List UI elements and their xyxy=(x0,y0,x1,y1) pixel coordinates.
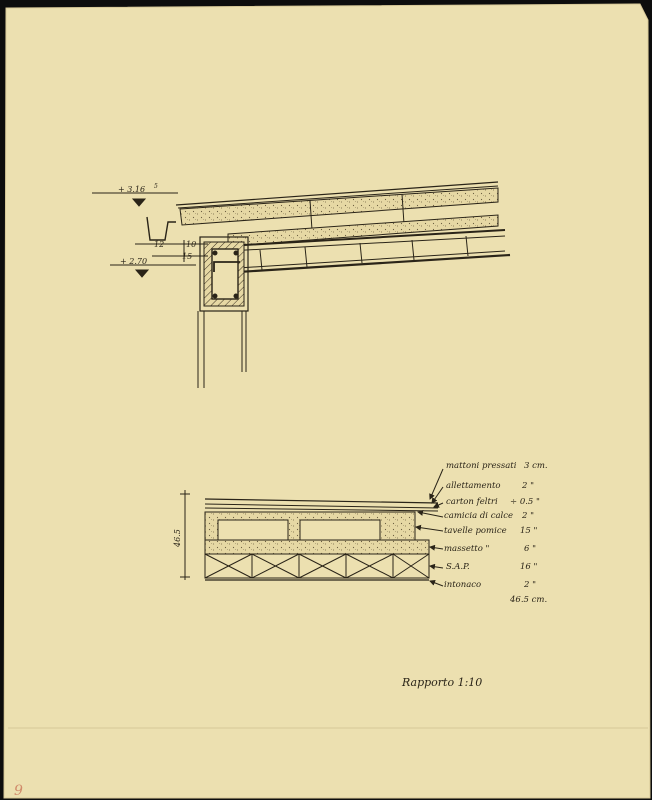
layer-name-7: S.A.P. xyxy=(446,562,470,572)
layer-value-1: 3 cm. xyxy=(524,461,548,471)
layer-value-7: 16 " xyxy=(520,562,538,572)
dimension-15-label: 15 xyxy=(182,252,193,261)
layer-name-3: carton feltri xyxy=(446,497,498,507)
corner-mark: 9 xyxy=(14,783,23,799)
paper-sheet xyxy=(4,4,650,798)
elevation-bottom-label: + 2.70 xyxy=(120,257,148,266)
layer-value-3: ÷ 0.5 " xyxy=(510,497,540,507)
elevation-top-sup: 5 xyxy=(154,183,158,190)
total-height-label: 46.5 xyxy=(173,529,182,547)
elevation-top-label: + 3.16 xyxy=(118,185,146,194)
layer-value-6: 6 " xyxy=(524,544,537,554)
dimension-12-label: 12 xyxy=(154,240,165,249)
layer-value-4: 2 " xyxy=(522,511,535,521)
layer-name-6: massetto " xyxy=(444,544,490,554)
layer-value-8: 2 " xyxy=(524,580,537,590)
layer-name-4: camicia di calce xyxy=(444,511,514,521)
layer-value-2: 2 " xyxy=(522,481,535,491)
layer-name-2: allettamento xyxy=(446,481,501,491)
layer-name-8: intonaco xyxy=(444,580,482,590)
layer-name-1: mattoni pressati xyxy=(446,461,517,471)
layer-name-5: tavelle pomice xyxy=(444,526,507,536)
scale-label: Rapporto 1:10 xyxy=(402,676,483,689)
layer-value-5: 15 " xyxy=(520,526,538,536)
dimension-10-label: 10 xyxy=(186,240,197,249)
layer-total: 46.5 cm. xyxy=(510,595,548,605)
